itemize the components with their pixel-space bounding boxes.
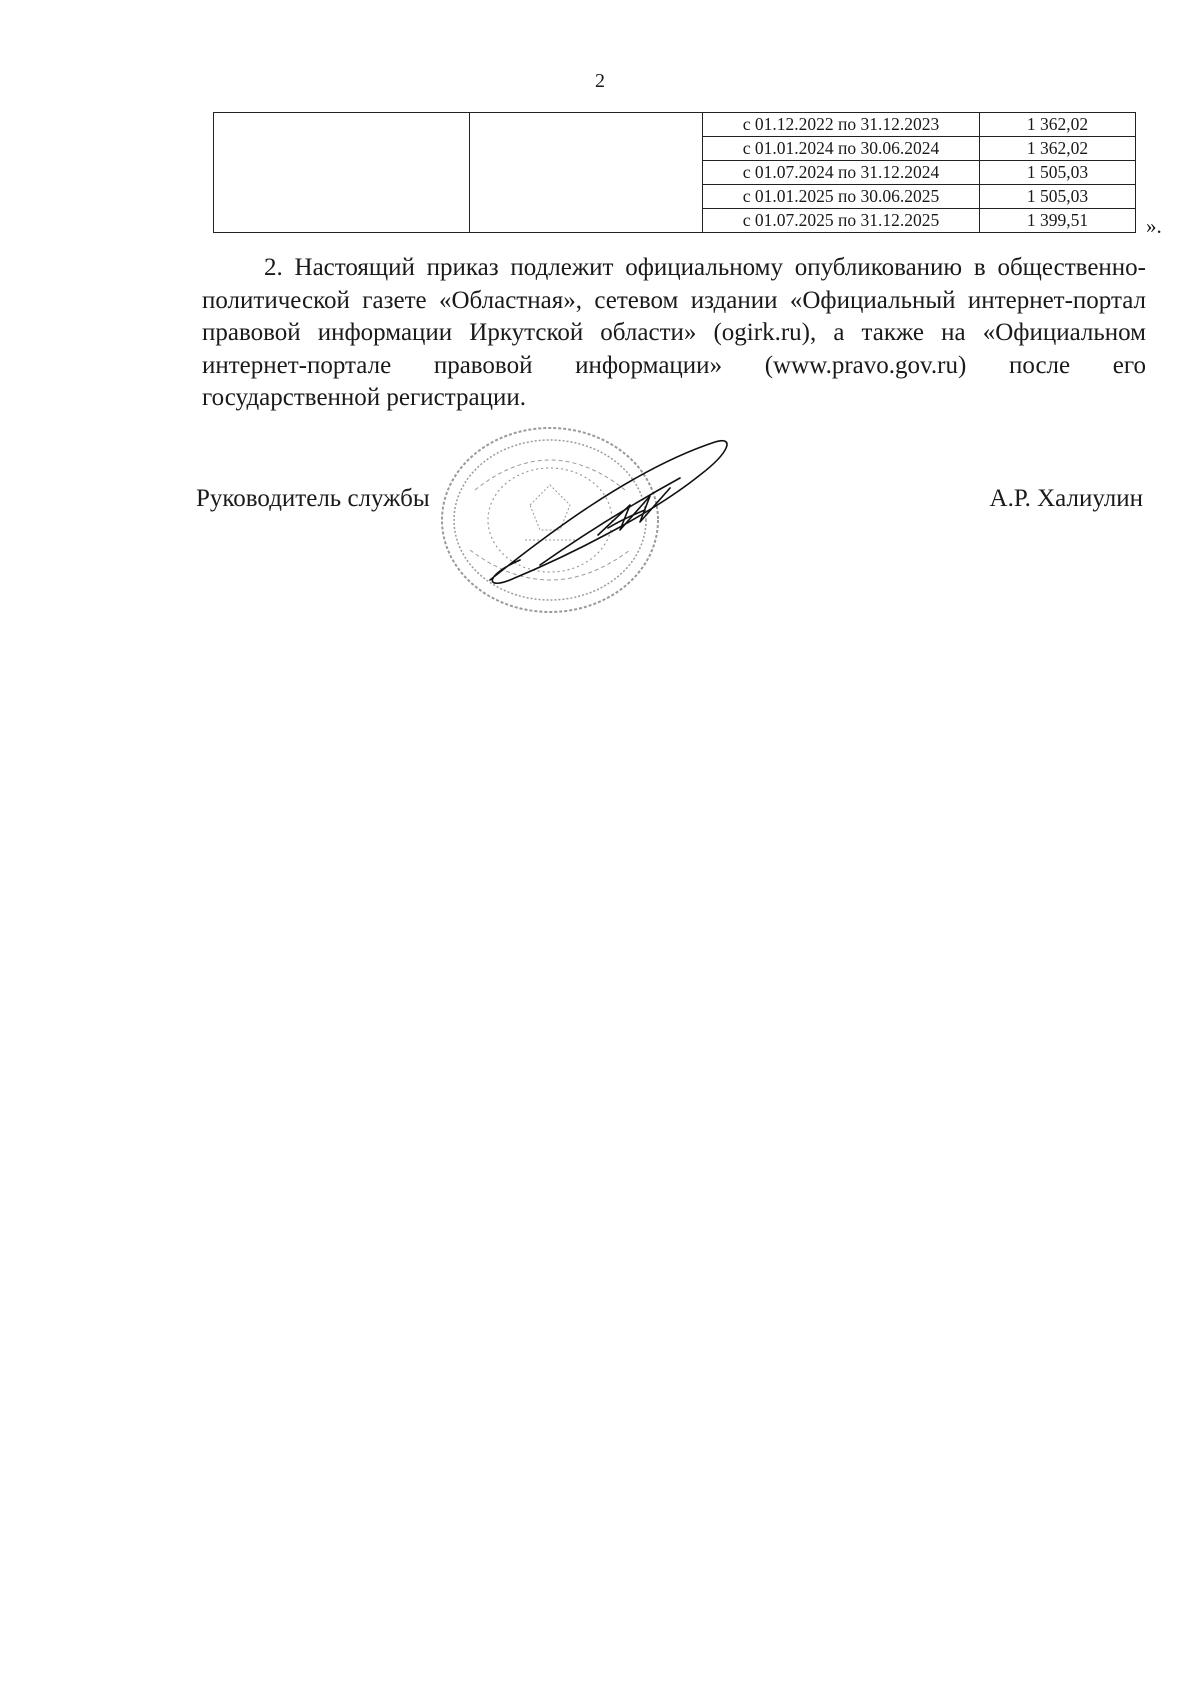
table-cell-period: с 01.12.2022 по 31.12.2023 [703, 113, 980, 137]
table-cell-value: 1 362,02 [980, 137, 1136, 161]
table-cell-value: 1 505,03 [980, 161, 1136, 185]
table-row [214, 113, 1136, 137]
table-cell-value: 1 399,51 [980, 209, 1136, 233]
table-cell-value: 1 505,03 [980, 185, 1136, 209]
table-cell-empty [214, 113, 470, 233]
table-cell-period: с 01.07.2025 по 31.12.2025 [703, 209, 980, 233]
tariff-table [213, 112, 1136, 233]
table-cell-period: с 01.01.2025 по 30.06.2025 [703, 185, 980, 209]
table-cell-period: с 01.07.2024 по 31.12.2024 [703, 161, 980, 185]
closing-quote: ». [1146, 214, 1162, 238]
page-number: 2 [595, 70, 605, 92]
signature-icon [480, 430, 740, 590]
table-cell-value: 1 362,02 [980, 113, 1136, 137]
table-cell-empty [470, 113, 703, 233]
publication-paragraph: 2. Настоящий приказ подлежит официальному опубликованию в общественно-политической газете «Областная», сетевом издании «Официальный интернет-портал правовой информации Иркутской области» (ogirk.ru), а также на «Официальном интернет-портале правовой информации» (www.pravo.gov.ru) после его государственной регистрации. [202, 254, 1146, 411]
signer-name: А.Р. Халиулин [989, 485, 1143, 512]
table-cell-period: с 01.01.2024 по 30.06.2024 [703, 137, 980, 161]
signer-title: Руководитель службы [196, 485, 430, 512]
